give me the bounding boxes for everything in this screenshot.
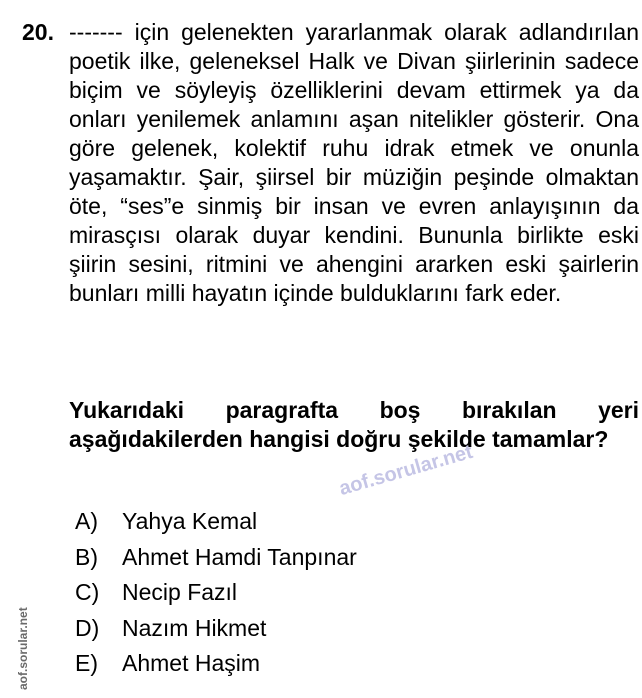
question-prompt: Yukarıdaki paragrafta boş bırakılan yeri aşağıdakilerden hangisi doğru şekilde tamamlar?	[69, 397, 639, 452]
watermark-side: aof.sorular.net	[16, 607, 30, 690]
option-letter: B)	[75, 543, 98, 570]
option-text: Ahmet Haşim	[122, 650, 261, 676]
watermark-center: aof.sorular.net	[336, 440, 476, 501]
option-c[interactable]	[75, 575, 575, 611]
answer-options	[75, 504, 575, 682]
option-letter: A)	[75, 508, 98, 534]
option-e[interactable]	[75, 646, 575, 682]
option-d[interactable]	[75, 611, 575, 647]
option-a[interactable]	[75, 504, 575, 540]
option-text: Ahmet Hamdi Tanpınar	[122, 543, 357, 570]
option-text: Yahya Kemal	[122, 508, 258, 534]
option-b[interactable]	[75, 540, 575, 576]
question-stem: ------- için gelenekten yararlanmak olarak adlandırılan poetik ilke, geleneksel Halk ve Divan şiirlerinin sadece biçim ve söyleyiş özelliklerini devam ettirmek ya da onları yenilemek anlamını aşan nitelikler gösterir. Ona göre gelenek, kolektif ruhu idrak etmek ve onunla yaşamaktır. Şair, şiirsel bir müziğin peşinde olmaktan öte, “ses”e sinmiş bir insan ve evren anlayışının da mirasçısı olarak duyar kendini. Bununla birlikte eski şiirin sesini, ritmini ve ahengini ararken eski şairlerin bunları milli hayatın içinde bulduklarını fark eder.	[69, 19, 639, 306]
option-letter: C)	[75, 579, 100, 605]
question-number: 20.	[22, 19, 54, 45]
option-text: Necip Fazıl	[122, 579, 238, 605]
option-letter: E)	[75, 650, 98, 676]
option-text: Nazım Hikmet	[122, 614, 267, 641]
option-letter: D)	[75, 614, 100, 641]
